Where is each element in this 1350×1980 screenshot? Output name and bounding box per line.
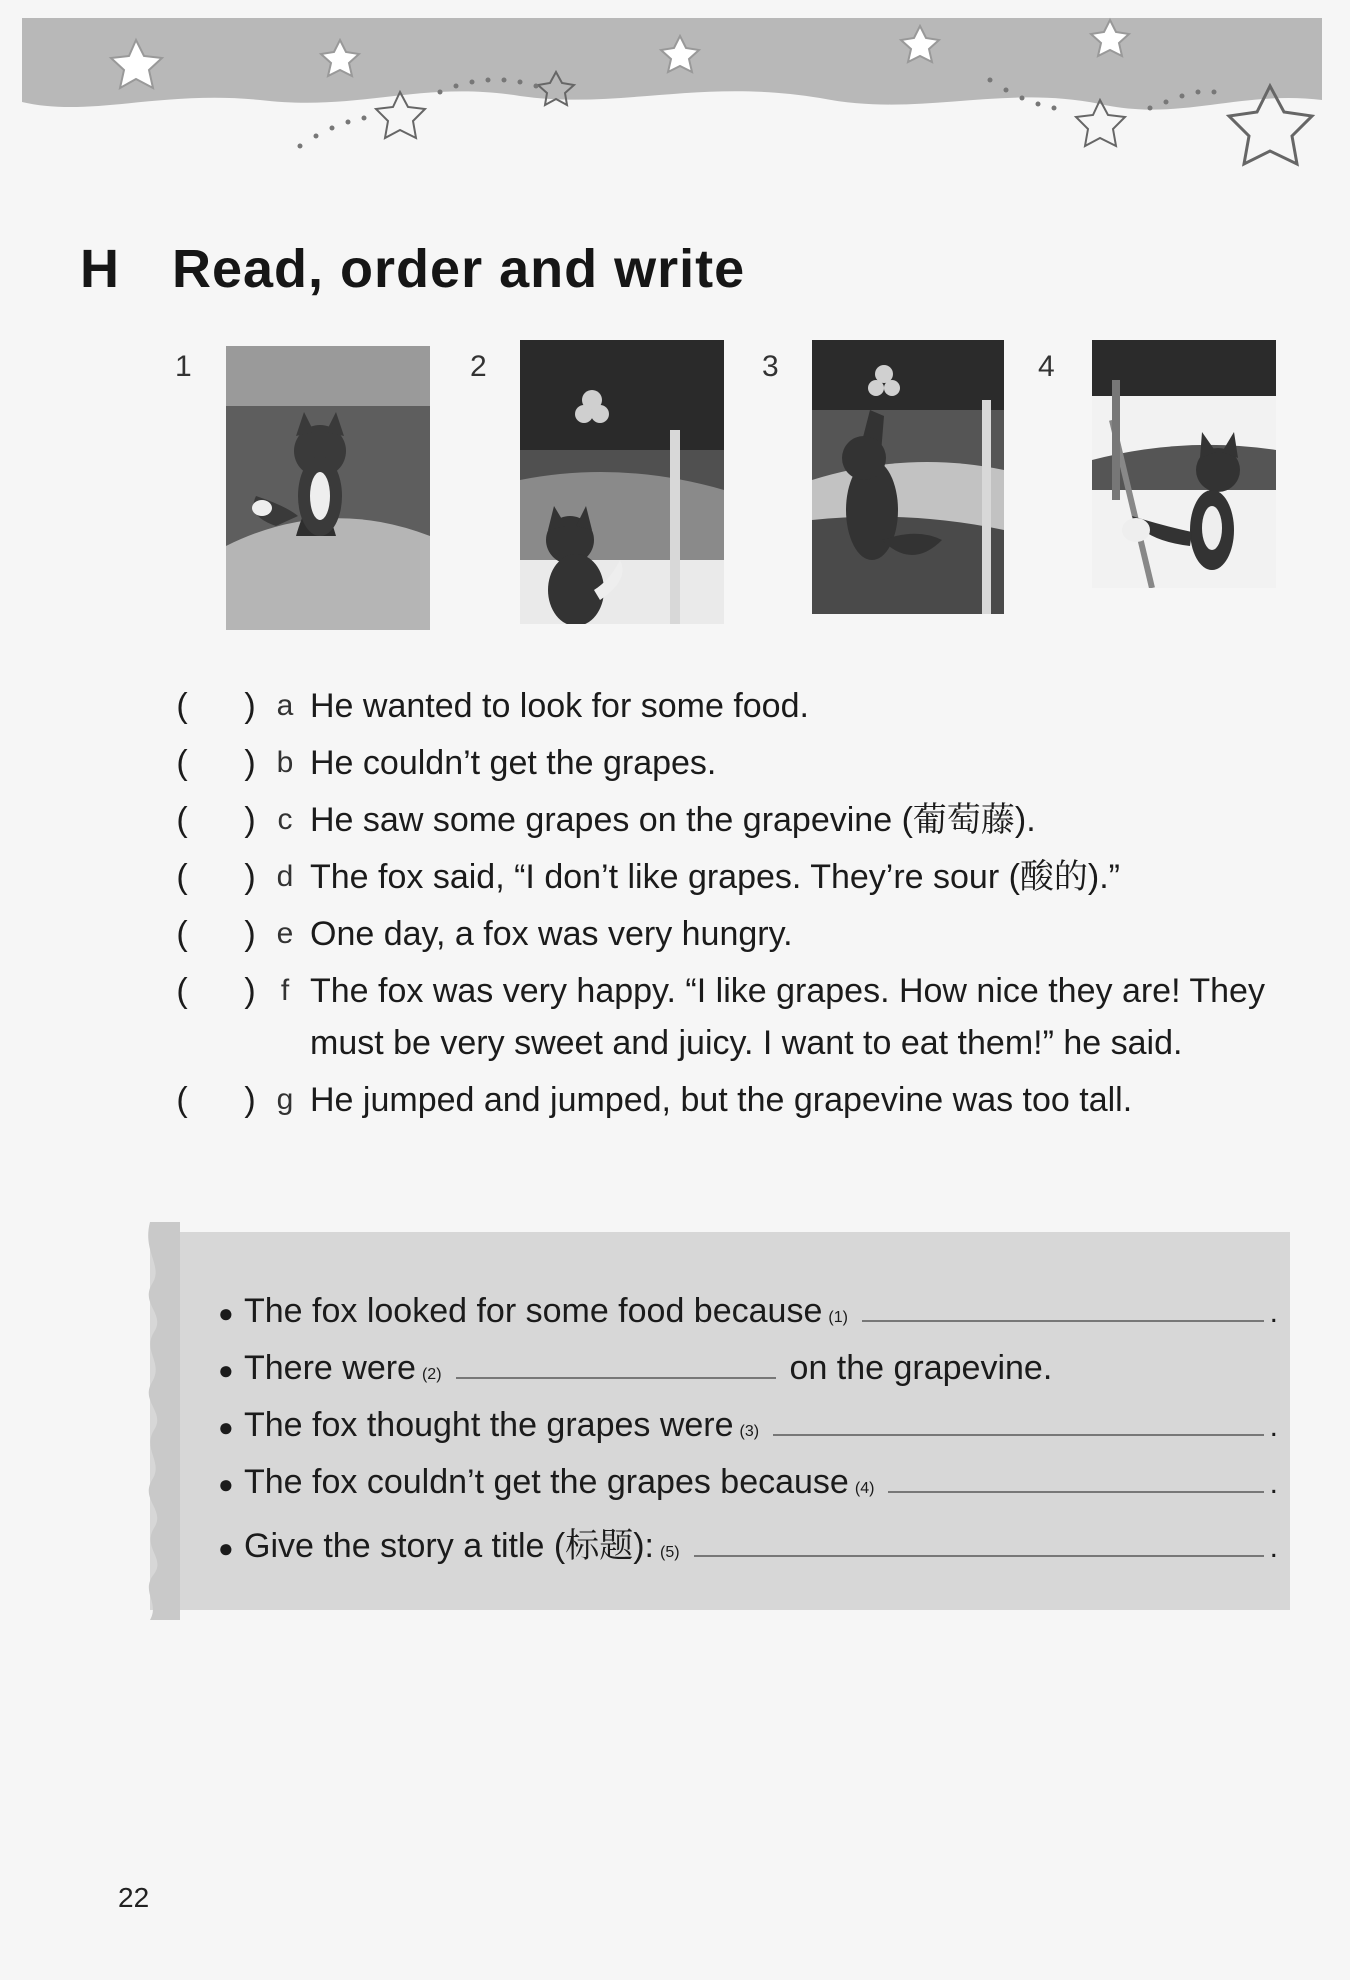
sentence-letter: b <box>276 746 294 779</box>
section-letter: H <box>80 239 120 299</box>
bullet-icon: ● <box>218 1412 234 1442</box>
fox-walking-illustration <box>226 346 430 630</box>
fill-in-row-2 <box>218 1347 1278 1404</box>
close-paren: ) <box>244 801 256 839</box>
fox-walking-away-illustration <box>1092 340 1276 588</box>
open-paren: ( <box>176 1081 188 1119</box>
picture-number-2: 2 <box>470 350 487 383</box>
fill-in-row-5 <box>218 1518 1278 1575</box>
sentence-text: He jumped and jumped, but the grapevine was too tall. <box>310 1081 1133 1119</box>
blank-number: (4) <box>854 1480 875 1497</box>
open-paren: ( <box>176 744 188 782</box>
star-banner-decoration <box>0 0 1350 200</box>
fill-in-prompt: The fox thought the grapes were <box>244 1406 734 1444</box>
order-answer-f[interactable] <box>192 969 240 1013</box>
sentence-end: . <box>1269 1531 1278 1564</box>
bullet-icon: ● <box>218 1469 234 1499</box>
sentence-row-a <box>172 680 1292 732</box>
sentence-text: He wanted to look for some food. <box>310 687 809 725</box>
picture-fox-on-path <box>226 346 430 630</box>
ordering-exercise <box>172 680 1292 1131</box>
fill-in-list <box>218 1290 1278 1575</box>
sentence-text: The fox said, “I don’t like grapes. They’re sour (酸的).” <box>310 858 1121 896</box>
open-paren: ( <box>176 972 188 1010</box>
fill-in-prompt: Give the story a title (标题): <box>244 1527 654 1565</box>
bullet-icon: ● <box>218 1298 234 1328</box>
close-paren: ) <box>244 687 256 725</box>
picture-number-1: 1 <box>175 350 192 383</box>
fox-sees-grapes-illustration <box>520 340 724 624</box>
open-paren: ( <box>176 801 188 839</box>
close-paren: ) <box>244 858 256 896</box>
fill-in-prompt: The fox couldn’t get the grapes because <box>244 1463 849 1501</box>
answer-blank-1[interactable] <box>862 1290 1264 1322</box>
close-paren: ) <box>244 972 256 1010</box>
order-answer-e[interactable] <box>192 912 240 956</box>
blank-number: (2) <box>421 1366 442 1383</box>
fill-in-prompt: The fox looked for some food because <box>244 1292 823 1330</box>
picture-number-4: 4 <box>1038 350 1055 383</box>
sentence-row-b <box>172 737 1292 789</box>
sentence-row-f <box>172 965 1292 1069</box>
blank-number: (3) <box>739 1423 760 1440</box>
sentence-letter: e <box>276 917 294 950</box>
sentence-text: He couldn’t get the grapes. <box>310 744 717 782</box>
fill-in-after-text: on the grapevine. <box>789 1349 1053 1387</box>
open-paren: ( <box>176 858 188 896</box>
picture-fox-jumping <box>812 340 1004 614</box>
answer-blank-4[interactable] <box>888 1461 1263 1493</box>
sentence-row-e <box>172 908 1292 960</box>
bullet-icon: ● <box>218 1533 234 1563</box>
sentence-letter: f <box>280 974 290 1007</box>
sentence-letter: a <box>276 689 294 722</box>
section-heading <box>80 238 745 300</box>
sentence-letter: c <box>277 803 293 836</box>
section-title-text: Read, order and write <box>172 239 746 299</box>
blank-number: (1) <box>828 1309 848 1326</box>
sentence-row-g <box>172 1074 1292 1126</box>
sentence-row-c <box>172 794 1292 846</box>
sentence-end: . <box>1269 1296 1278 1329</box>
order-answer-b[interactable] <box>192 741 240 785</box>
answer-blank-5[interactable] <box>694 1525 1264 1557</box>
picture-number-3: 3 <box>762 350 779 383</box>
answer-blank-3[interactable] <box>773 1404 1264 1436</box>
order-answer-g[interactable] <box>192 1078 240 1122</box>
sentence-text: The fox was very happy. “I like grapes. How nice they are! They must be very sweet and juicy. I want to eat them!” he said. <box>310 972 1265 1062</box>
blank-number: (5) <box>660 1544 680 1561</box>
close-paren: ) <box>244 1081 256 1119</box>
order-answer-d[interactable] <box>192 855 240 899</box>
sentence-text: He saw some grapes on the grapevine (葡萄藤). <box>310 801 1036 839</box>
open-paren: ( <box>176 687 188 725</box>
close-paren: ) <box>244 915 256 953</box>
sentence-letter: d <box>276 860 294 893</box>
page-number: 22 <box>118 1882 150 1913</box>
sentence-text: One day, a fox was very hungry. <box>310 915 793 953</box>
answer-blank-2[interactable] <box>456 1347 776 1379</box>
fill-in-row-4 <box>218 1461 1278 1518</box>
order-answer-c[interactable] <box>192 798 240 842</box>
bullet-icon: ● <box>218 1355 234 1385</box>
sentence-end: . <box>1269 1410 1278 1443</box>
fill-in-row-1 <box>218 1290 1278 1347</box>
torn-paper-edge-decoration <box>140 1222 180 1620</box>
picture-fox-sees-grapes <box>520 340 724 624</box>
sentence-end: . <box>1269 1467 1278 1500</box>
picture-fox-walks-away <box>1092 340 1276 588</box>
fox-jumping-illustration <box>812 340 1004 614</box>
close-paren: ) <box>244 744 256 782</box>
sentence-row-d <box>172 851 1292 903</box>
fill-in-prompt: There were <box>244 1349 416 1387</box>
sentence-letter: g <box>276 1083 294 1116</box>
fill-in-row-3 <box>218 1404 1278 1461</box>
open-paren: ( <box>176 915 188 953</box>
order-answer-a[interactable] <box>192 684 240 728</box>
